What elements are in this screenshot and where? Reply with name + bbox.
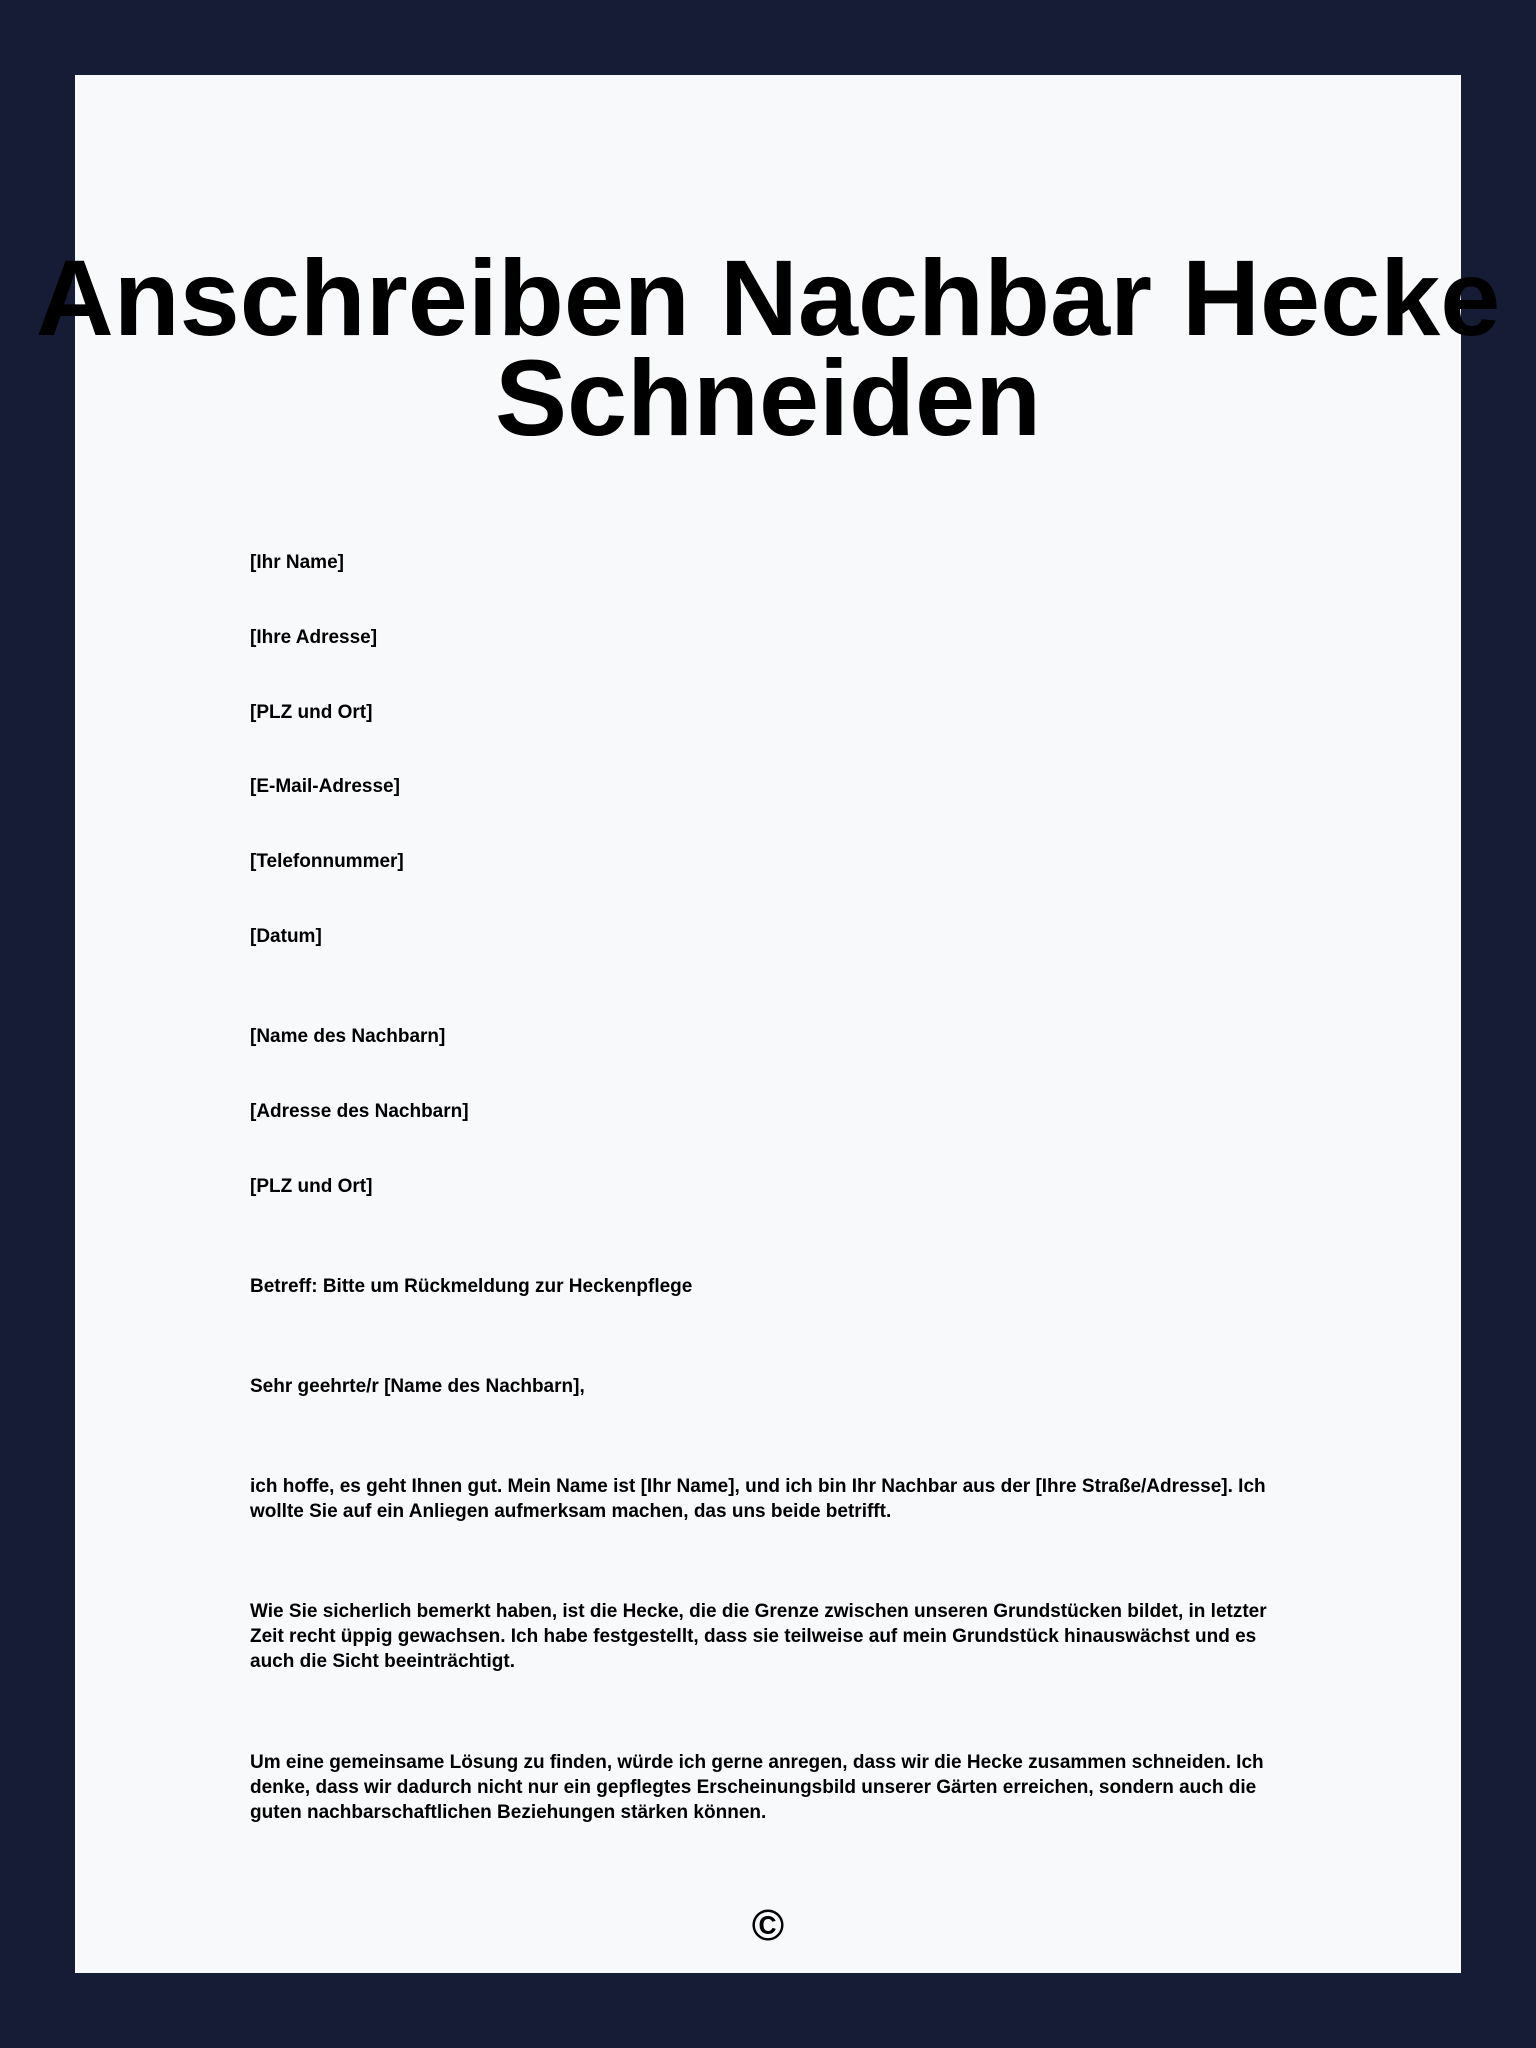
recipient-city: [PLZ und Ort] — [250, 1176, 373, 1197]
paragraph-3: Um eine gemeinsame Lösung zu finden, würde ich gerne anregen, dass wir die Hecke zusammen schneiden. Ich denke, dass wir dadurch nicht nur ein gepflegtes Erscheinungsbild unserer Gärten erreichen, sondern auch die guten nachbarschaftlichen Beziehungen stärken können. — [250, 1752, 1264, 1823]
copyright-icon: © — [751, 1901, 785, 1950]
recipient-address: [Adresse des Nachbarn] — [250, 1101, 469, 1122]
recipient-name: [Name des Nachbarn] — [250, 1026, 446, 1047]
letter-date: [Datum] — [250, 926, 322, 947]
subject-line: Betreff: Bitte um Rückmeldung zur Heckenpflege — [250, 1276, 693, 1297]
sender-city: [PLZ und Ort] — [250, 702, 373, 723]
sender-phone: [Telefonnummer] — [250, 851, 404, 872]
paragraph-2: Wie Sie sicherlich bemerkt haben, ist die Hecke, die die Grenze zwischen unseren Grundstücken bildet, in letzter Zeit recht üppig gewachsen. Ich habe festgestellt, dass sie teilweise auf mein Grundstück hinauswächst und es auch die Sicht beeinträchtigt. — [250, 1601, 1267, 1672]
sender-address: [Ihre Adresse] — [250, 627, 378, 648]
page-title: Anschreiben Nachbar Hecke Schneiden — [35, 237, 1501, 458]
salutation: Sehr geehrte/r [Name des Nachbarn], — [250, 1376, 585, 1397]
paragraph-1: ich hoffe, es geht Ihnen gut. Mein Name ist [Ihr Name], und ich bin Ihr Nachbar aus der [Ihre Straße/Adresse]. Ich wollte Sie auf ein Anliegen aufmerksam machen, das uns beide betrifft. — [250, 1476, 1266, 1522]
sender-name: [Ihr Name] — [250, 552, 344, 573]
sender-email: [E-Mail-Adresse] — [250, 776, 400, 797]
